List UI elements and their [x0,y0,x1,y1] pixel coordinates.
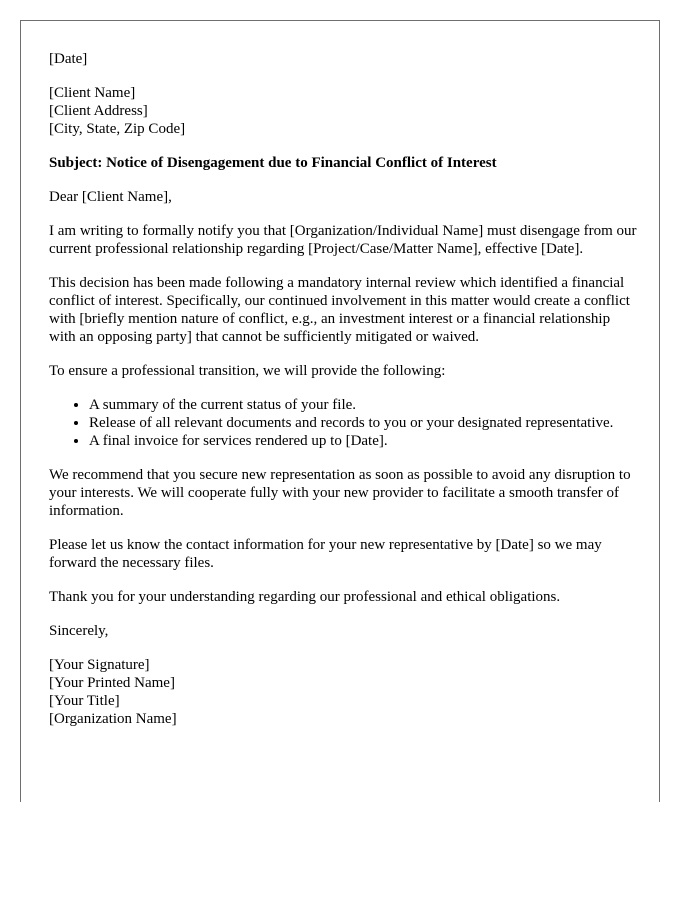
organization-name: [Organization Name] [49,711,177,727]
body-paragraph-6: Thank you for your understanding regarding our professional and ethical obligations. [49,589,561,605]
signature: [Your Signature] [49,657,150,673]
letter-page [20,20,660,802]
recipient-city-state-zip: [City, State, Zip Code] [49,121,186,137]
closing: Sincerely, [49,623,109,639]
list-item: • Release of all relevant documents and records to you or your designated representative. [89,414,639,432]
list-item: • A summary of the current status of your file. [89,396,639,414]
recipient-address: [Client Address] [49,103,148,119]
body-paragraph-3: To ensure a professional transition, we will provide the following: [49,363,446,379]
subject-line: Subject: Notice of Disengagement due to Financial Conflict of Interest [49,155,497,171]
letter-date [49,50,639,68]
recipient-address-block [49,84,639,138]
signer-title: [Your Title] [49,693,120,709]
transition-list [49,396,639,450]
body-paragraph-4: We recommend that you secure new representation as soon as possible to avoid any disruption to your interests. We will cooperate fully with your new provider to facilitate a smooth transfer of information. [49,467,631,519]
list-item: • A final invoice for services rendered up to [Date]. [89,432,639,450]
letter-content [49,50,639,744]
body-paragraph-1: I am writing to formally notify you that [Organization/Individual Name] must disengage from our current professional relationship regarding [Project/Case/Matter Name], effective [Date]. [49,223,637,257]
body-paragraph-5: Please let us know the contact information for your new representative by [Date] so we may forward the necessary files. [49,537,602,571]
recipient-name: [Client Name] [49,85,136,101]
printed-name: [Your Printed Name] [49,675,175,691]
signature-block [49,656,639,728]
body-paragraph-2: This decision has been made following a mandatory internal review which identified a financial conflict of interest. Specifically, our continued involvement in this matter would create a conflict with [briefly mention nature of conflict, e.g., an investment interest or a financial relationship with an opposing party] that cannot be sufficiently mitigated or waived. [49,275,630,345]
date-text: [Date] [49,51,88,67]
salutation: Dear [Client Name], [49,189,172,205]
